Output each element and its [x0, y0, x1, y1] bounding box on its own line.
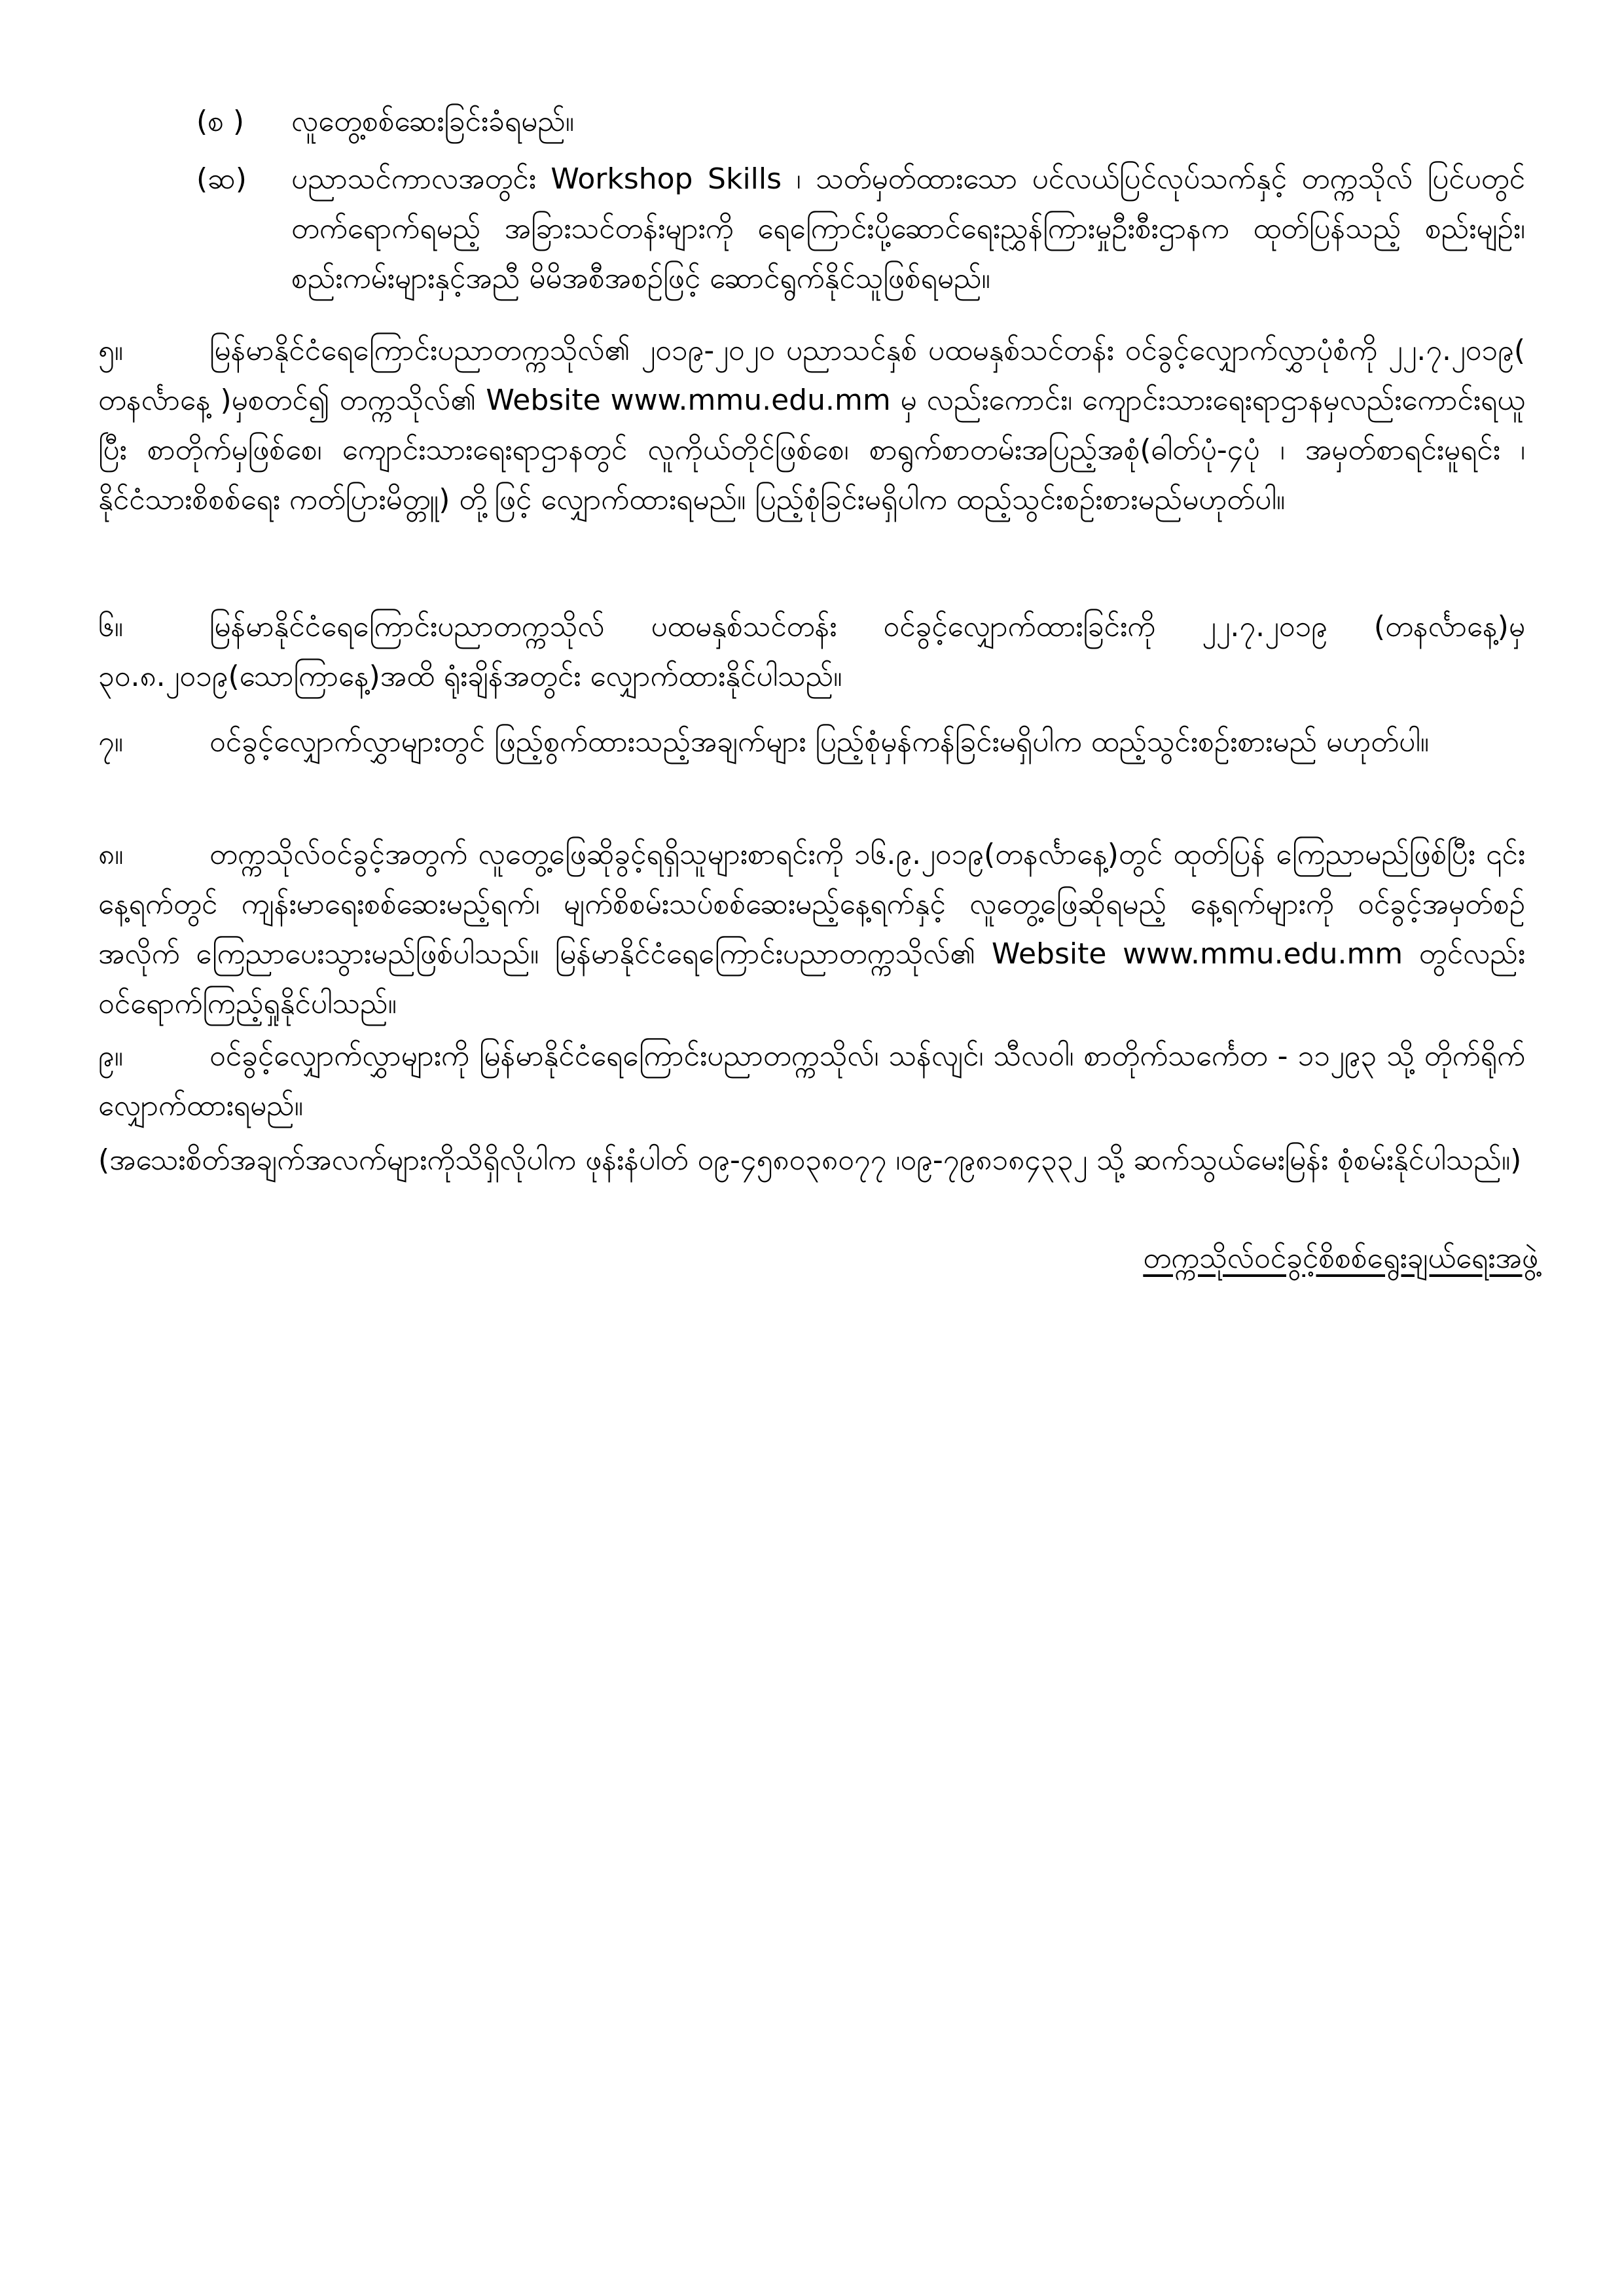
paragraph-number: ၇။ [98, 725, 124, 759]
paragraph-6 [98, 602, 1525, 702]
paragraph-text: မြန်မာနိုင်ငံရေကြောင်းပညာတက္ကသိုလ် ပထမနှစ်သင်တန်း ဝင်ခွင့်လျှောက်ထားခြင်းကို ၂၂.၇.၂၀၁၉ (တနင်္လာနေ့)မှ ၃၀.၈.၂၀၁၉(သောကြာနေ့)အထိ ရုံးချိန်အတွင်း လျှောက်ထားနိုင်ပါသည်။ [98, 610, 1525, 693]
signature-committee: တက္ကသိုလ်ဝင်ခွင့်စိစစ်ရွေးချယ်ရေးအဖွဲ့ [1143, 1242, 1538, 1275]
paragraph-number: ၈။ [98, 838, 124, 871]
paragraph-text: ဝင်ခွင့်လျှောက်လွှာများတွင် ဖြည့်စွက်ထားသည့်အချက်များ ပြည့်စုံမှန်ကန်ခြင်းမရှိပါက ထည့်သွင်းစဥ်းစားမည် မဟုတ်ပါ။ [209, 725, 1430, 759]
paragraph-number: ၅။ [98, 334, 124, 367]
sub-item-number: (ဆ) [196, 162, 247, 196]
sub-item-text: ပညာသင်ကာလအတွင်း Workshop Skills ၊ သတ်မှတ်ထားသော ပင်လယ်ပြင်လုပ်သက်နှင့် တက္ကသိုလ် ပြင်ပတွင် တက်ရောက်ရမည့် အခြားသင်တန်းများကို ရေကြောင်းပို့ဆောင်ရေးညွှန်ကြားမှုဦးစီးဌာနက ထုတ်ပြန်သည့် စည်းမျဥ်း၊စည်းကမ်းများနှင့်အညီ မိမိအစီအစဥ်ဖြင့် ဆောင်ရွက်နိုင်သူဖြစ်ရမည်။ [291, 162, 1525, 295]
paragraph-9 [98, 1031, 1525, 1131]
paragraph-7 [98, 717, 1525, 767]
paragraph-8 [98, 830, 1525, 1029]
paragraph-5 [98, 326, 1525, 525]
sub-item-text: လူတွေ့စစ်ဆေးခြင်းခံရမည်။ [291, 105, 575, 138]
contact-note: (အသေးစိတ်အချက်အလက်များကိုသိရှိလိုပါက ဖုန်းနံပါတ် ၀၉-၄၅၈၀၃၈၀၇၇ ၊၀၉-၇၉၈၁၈၄၃၃၂ သို့ ဆက်သွယ်မေးမြန်း စုံစမ်းနိုင်ပါသည်။) [98, 1143, 1522, 1177]
paragraph-text: မြန်မာနိုင်ငံရေကြောင်းပညာတက္ကသိုလ်၏ ၂၀၁၉-၂၀၂၀ ပညာသင်နှစ် ပထမနှစ်သင်တန်း ဝင်ခွင့်လျှောက်လွှာပုံစံကို ၂၂.၇.၂၀၁၉( တနင်္လာနေ့ )မှစတင်၍ တက္ကသိုလ်၏ Website www.mmu.edu.mm မှ လည်းကောင်း၊ ကျောင်းသားရေးရာဌာနမှလည်းကောင်းရယူပြီး စာတိုက်မှဖြစ်စေ၊ ကျောင်းသားရေးရာဌာနတွင် လူကိုယ်တိုင်ဖြစ်စေ၊ စာရွက်စာတမ်းအပြည့်အစုံ(ဓါတ်ပုံ-၄ပုံ ၊ အမှတ်စာရင်းမူရင်း ၊ နိုင်ငံသားစိစစ်ရေး ကတ်ပြားမိတ္တူ) တို့ဖြင့် လျှောက်ထားရမည်။ ပြည့်စုံခြင်းမရှိပါက ထည့်သွင်းစဥ်းစားမည်မဟုတ်ပါ။ [98, 334, 1525, 516]
paragraph-number: ၆။ [98, 610, 124, 643]
paragraph-text: ဝင်ခွင့်လျှောက်လွှာများကို မြန်မာနိုင်ငံရေကြောင်းပညာတက္ကသိုလ်၊ သန်လျင်၊ သီလဝါ၊ စာတိုက်သင်္ကေတ - ၁၁၂၉၃ သို့ တိုက်ရိုက်လျှောက်ထားရမည်။ [98, 1039, 1525, 1122]
paragraph-text: တက္ကသိုလ်ဝင်ခွင့်အတွက် လူတွေ့ဖြေဆိုခွင့်ရရှိသူများစာရင်းကို ၁၆.၉.၂၀၁၉(တနင်္လာနေ့)တွင် ထုတ်ပြန် ကြေညာမည်ဖြစ်ပြီး ၎င်းနေ့ရက်တွင် ကျန်းမာရေးစစ်ဆေးမည့်ရက်၊ မျက်စိစမ်းသပ်စစ်ဆေးမည့်နေ့ရက်နှင့် လူတွေ့ဖြေဆိုရမည့် နေ့ရက်များကို ဝင်ခွင့်အမှတ်စဥ်အလိုက် ကြေညာပေးသွားမည်ဖြစ်ပါသည်။ မြန်မာနိုင်ငံရေကြောင်းပညာတက္ကသိုလ်၏ Website www.mmu.edu.mm တွင်လည်း ဝင်ရောက်ကြည့်ရှုနိုင်ပါသည်။ [98, 838, 1525, 1020]
sub-item-number: (စ ) [196, 105, 245, 138]
paragraph-number: ၉။ [98, 1039, 124, 1073]
